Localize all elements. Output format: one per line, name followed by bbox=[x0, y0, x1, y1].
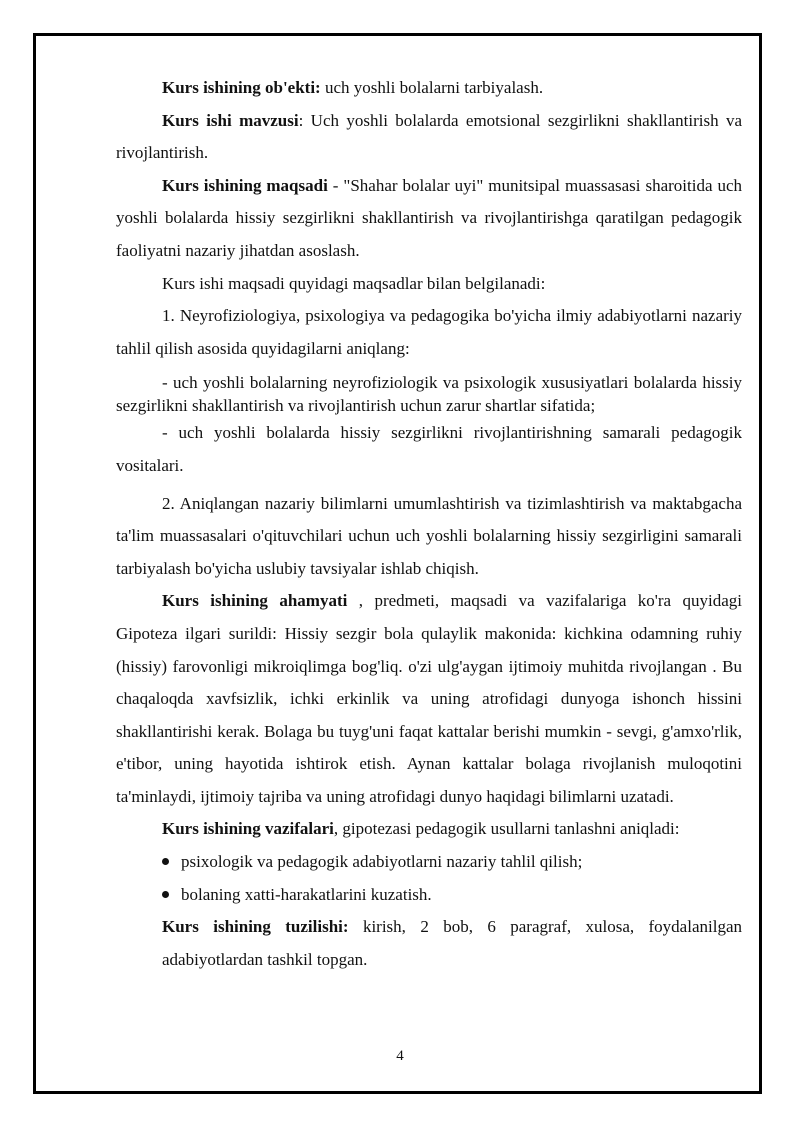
goal-text: - "Shahar bolalar uyi" munitsipal muassasasi sharoitida uch yoshli bolalarda hissiy sezgirlikni shakllantirish va rivojlantirishga qaratilgan pedagogik faoliyatni nazariy jihatdan asoslash. bbox=[116, 175, 742, 260]
bullet-icon bbox=[162, 858, 169, 865]
object-label: Kurs ishining ob'ekti: bbox=[162, 78, 321, 97]
importance-paragraph bbox=[116, 585, 742, 813]
topic-text: : Uch yoshli bolalarda emotsional sezgirlikni shakllantirish va rivojlantirish. bbox=[116, 110, 743, 163]
tasks-text: , gipotezasi pedagogik usullarni tanlashni aniqladi: bbox=[333, 819, 680, 839]
task-1: 1. Neyrofiziologiya, psixologiya va pedagogika bo'yicha ilmiy adabiyotlarni nazariy tahlil qilish asosida quyidagilarni aniqlang: bbox=[116, 306, 742, 358]
bullet-text: bolaning xatti-harakatlarini kuzatish. bbox=[181, 884, 432, 904]
topic-label: Kurs ishi mavzusi bbox=[162, 110, 299, 130]
dash-list bbox=[116, 365, 742, 487]
dash-item: - uch yoshli bolalarda hissiy sezgirlikni rivojlantirishning samarali pedagogik vositalari. bbox=[116, 423, 742, 475]
goal-label: Kurs ishining maqsadi bbox=[162, 175, 328, 195]
page-number: 4 bbox=[396, 1048, 404, 1064]
tasks-paragraph bbox=[116, 813, 742, 846]
topic-paragraph bbox=[116, 105, 742, 170]
bullet-list bbox=[116, 846, 742, 911]
tasks-label: Kurs ishining vazifalari bbox=[162, 819, 334, 839]
structure-label: Kurs ishining tuzilishi: bbox=[162, 917, 349, 937]
bullet-icon bbox=[162, 891, 169, 898]
importance-text: , predmeti, maqsadi va vazifalariga ko'ra quyidagi Gipoteza ilgari surildi: Hissiy sezgir bola qulaylik makonida: kichkina odamning ruhiy (hissiy) farovonligi mikroiqlimga bog'liq. o'zi ulg'aygan ijtimoiy muhitda rivojlangan . Bu chaqaloqda xavfsizlik, ichki erkinlik va uning atrofidagi dunyoga ishonch hissini shakllantirishi kerak. Bolaga bu tuyg'uni faqat kattalar berishi mumkin - sevgi, g'amxo'rlik, e'tibor, uning hayotida ishtirok etish. Aynan kattalar bolaga rivojlanish muloqotini ta'minlaydi, ijtimoiy tajriba va uning atrofidagi dunyo haqidagi bilimlarni uzatadi. bbox=[116, 591, 742, 806]
dash-item: - uch yoshli bolalarning neyrofiziologik va psixologik xususiyatlari bolalarda hissiy sezgirlikni shakllantirish va rivojlantirish uchun zarur shartlar sifatida; bbox=[116, 373, 742, 416]
bullet-item bbox=[162, 879, 742, 912]
bullet-item bbox=[162, 846, 742, 879]
task-2: 2. Aniqlangan nazariy bilimlarni umumlashtirish va tizimlashtirish va maktabgacha ta'lim muassasalari o'qituvchilari uchun uch yoshli bolalarning hissiy sezgirligini samarali tarbiyalash bo'yicha uslubiy tavsiyalar ishlab chiqish. bbox=[116, 493, 742, 578]
object-paragraph bbox=[116, 72, 742, 105]
goal-paragraph bbox=[116, 170, 742, 268]
object-text: uch yoshli bolalarni tarbiyalash. bbox=[320, 78, 544, 97]
page-content bbox=[116, 72, 742, 976]
bullet-text: psixologik va pedagogik adabiyotlarni nazariy tahlil qilish; bbox=[181, 852, 583, 872]
structure-paragraph bbox=[162, 911, 742, 976]
structure-text: kirish, 2 bob, 6 paragraf, xulosa, foydalanilgan adabiyotlardan tashkil topgan. bbox=[162, 917, 742, 969]
importance-label: Kurs ishining ahamyati bbox=[162, 591, 348, 611]
goal-intro: Kurs ishi maqsadi quyidagi maqsadlar bilan belgilanadi: bbox=[162, 273, 546, 293]
